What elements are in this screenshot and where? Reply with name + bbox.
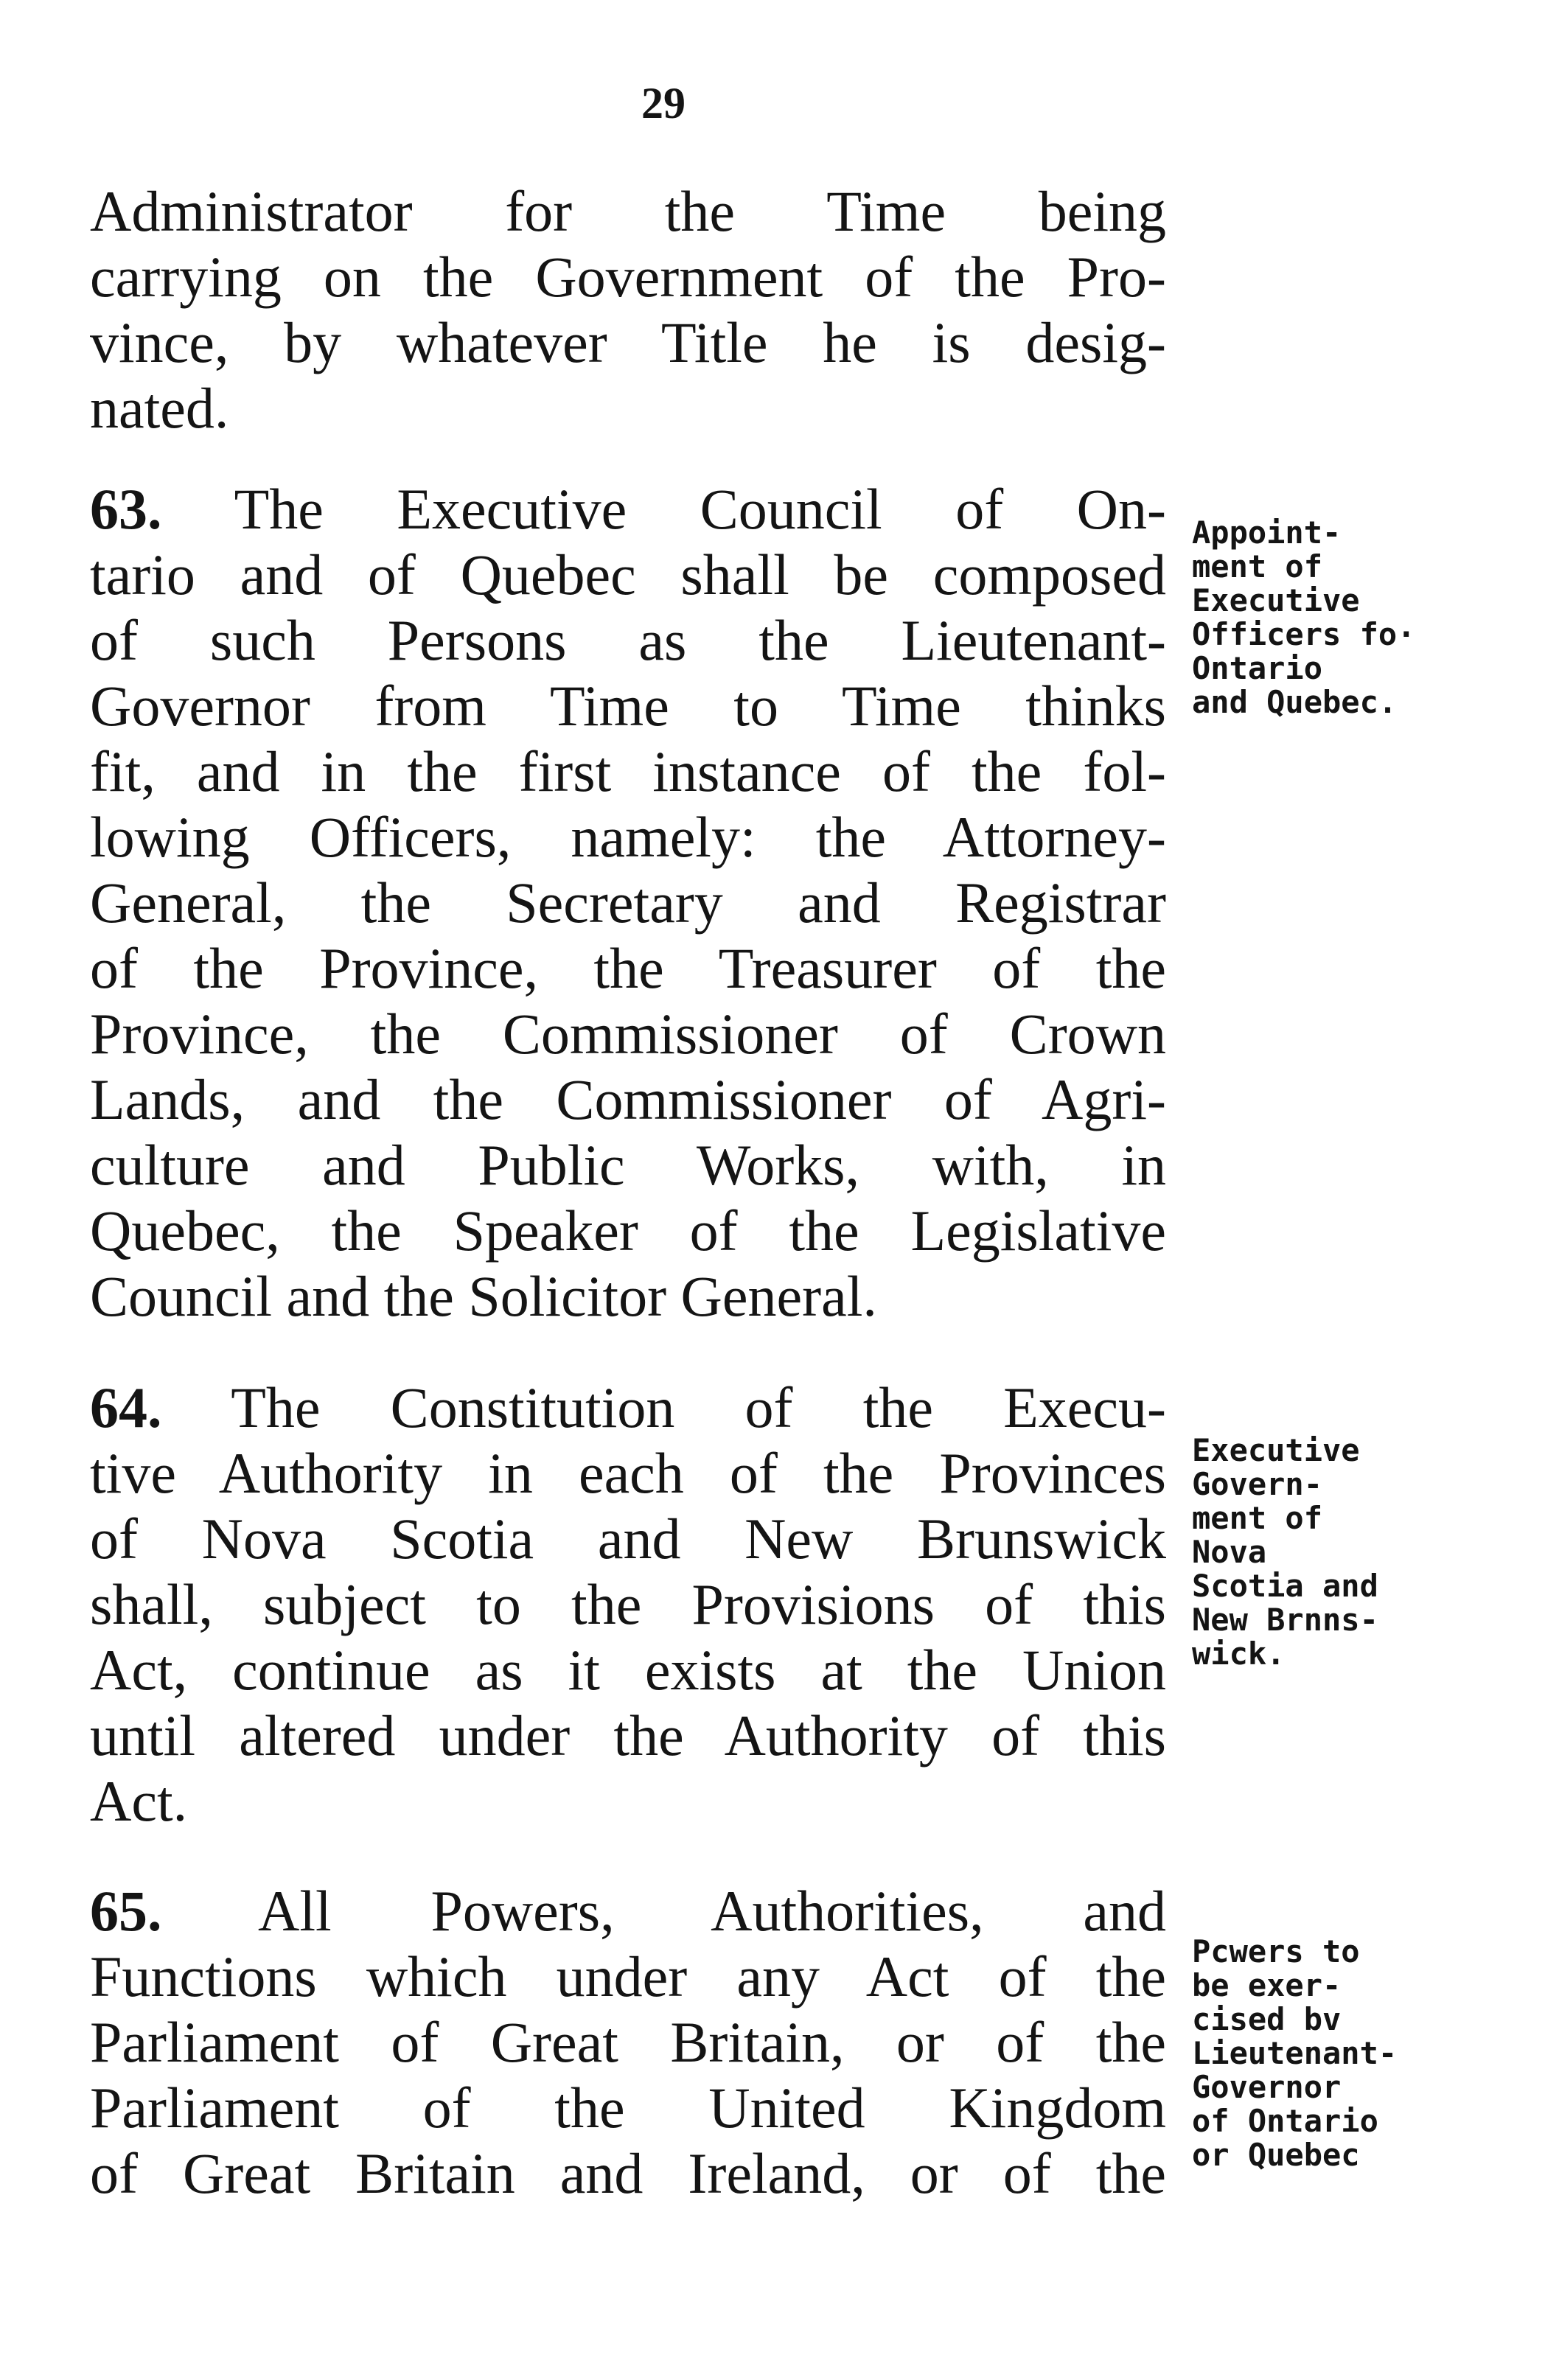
text-line: tive Authority in each of the Provinces: [90, 1441, 1166, 1505]
text-line: [90, 1375, 1166, 1440]
margin-note-line: Scotia and: [1192, 1568, 1378, 1604]
margin-note-line: ment of: [1192, 548, 1323, 584]
margin-note-line: Govern-: [1192, 1466, 1323, 1502]
margin-note-line: and Quebec.: [1192, 684, 1398, 720]
margin-note-line: ment of: [1192, 1500, 1323, 1536]
text-line: Administrator for the Time being: [90, 179, 1166, 243]
text-line: of the Province, the Treasurer of the: [90, 936, 1166, 1000]
margin-note-section-63: [1192, 516, 1435, 719]
text-line: [90, 1878, 1166, 1944]
margin-note-section-64: [1192, 1434, 1435, 1671]
text-line: Quebec, the Speaker of the Legislative: [90, 1198, 1166, 1263]
text-line: [90, 476, 1166, 542]
text-line: Province, the Commissioner of Crown: [90, 1002, 1166, 1066]
margin-note-line: Officers fo·: [1192, 616, 1416, 652]
section-number: 64.: [90, 1375, 162, 1439]
text-line: of Nova Scotia and New Brunswick: [90, 1507, 1166, 1571]
text-line: Parliament of Great Britain, or of the: [90, 2010, 1166, 2074]
text-line: Act.: [90, 1769, 188, 1833]
text-line: carrying on the Government of the Pro-: [90, 245, 1166, 309]
text-line-rest: The Executive Council of On-: [161, 477, 1166, 541]
text-line: until altered under the Authority of this: [90, 1703, 1166, 1767]
page-number: 29: [641, 79, 686, 128]
text-line: Functions which under any Act of the: [90, 1944, 1166, 2009]
text-line: fit, and in the first instance of the fol-: [90, 739, 1166, 803]
margin-note-line: New Brnns-: [1192, 1602, 1378, 1638]
section-63: [90, 476, 1166, 1329]
text-line: Governor from Time to Time thinks: [90, 674, 1166, 738]
text-line: Act, continue as it exists at the Union: [90, 1638, 1166, 1702]
text-line: of such Persons as the Lieutenant-: [90, 608, 1166, 672]
section-number: 63.: [90, 477, 162, 541]
text-line: nated.: [90, 376, 229, 440]
text-line: General, the Secretary and Registrar: [90, 870, 1166, 935]
text-line: culture and Public Works, with, in: [90, 1133, 1166, 1197]
text-line: shall, subject to the Provisions of this: [90, 1572, 1166, 1636]
margin-note-line: cised bv: [1192, 2001, 1342, 2037]
text-line: vince, by whatever Title he is desig-: [90, 310, 1166, 374]
text-line: Parliament of the United Kingdom: [90, 2076, 1166, 2140]
margin-note-line: of Ontario: [1192, 2103, 1378, 2139]
margin-note-line: Lieutenant-: [1192, 2035, 1398, 2071]
section-number: 65.: [90, 1879, 162, 1943]
main-text: [90, 178, 1166, 2206]
text-line-rest: All Powers, Authorities, and: [161, 1879, 1166, 1943]
text-line: lowing Officers, namely: the Attorney-: [90, 805, 1166, 869]
margin-note-line: Executive: [1192, 582, 1360, 618]
paragraph-continuation: [90, 178, 1166, 441]
margin-note-line: Appoint-: [1192, 514, 1342, 551]
margin-note-line: Nova: [1192, 1534, 1267, 1570]
margin-note-line: Ontario: [1192, 650, 1323, 686]
text-line: of Great Britain and Ireland, or of the: [90, 2141, 1166, 2205]
text-line-rest: The Constitution of the Execu-: [161, 1375, 1166, 1439]
margin-note-line: Executive: [1192, 1432, 1360, 1468]
margin-note-line: Pcwers to: [1192, 1933, 1360, 1969]
text-line: Council and the Solicitor General.: [90, 1264, 877, 1328]
margin-note-line: or Quebec: [1192, 2137, 1360, 2173]
text-line: tario and of Quebec shall be composed: [90, 542, 1166, 607]
text-line: Lands, and the Commissioner of Agri-: [90, 1067, 1166, 1131]
margin-note-section-65: [1192, 1935, 1435, 2172]
section-64: [90, 1375, 1166, 1834]
section-65: [90, 1878, 1166, 2206]
margin-note-line: Governor: [1192, 2069, 1342, 2105]
margin-note-line: be exer-: [1192, 1967, 1342, 2003]
margin-note-line: wick.: [1192, 1636, 1286, 1672]
